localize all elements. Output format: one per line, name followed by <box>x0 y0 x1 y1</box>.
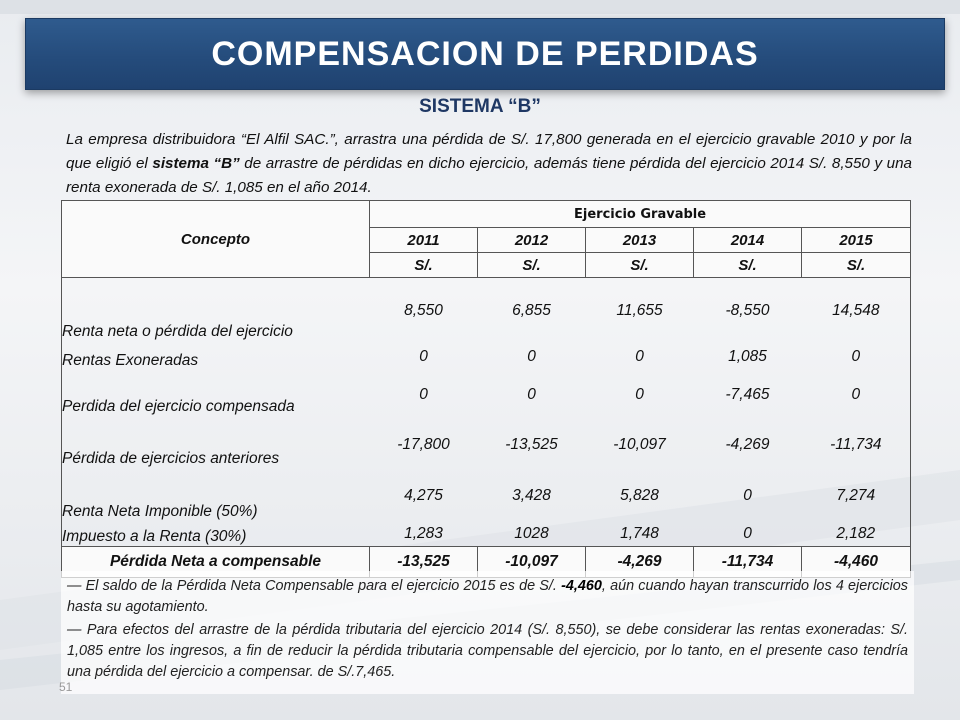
row-value: 0 <box>419 348 428 365</box>
note-1-amount: -4,460 <box>561 578 602 594</box>
row-value: -8,550 <box>725 302 770 320</box>
row-value: 11,655 <box>616 302 663 320</box>
row-value: 4,275 <box>404 487 443 504</box>
row-value: 0 <box>743 487 752 504</box>
row-value: -7,465 <box>725 385 770 403</box>
row-value: 1,085 <box>728 348 767 365</box>
concept-header: Concepto <box>62 201 370 278</box>
row-value: 0 <box>802 345 911 370</box>
page-number: 51 <box>59 680 73 694</box>
fiscal-year-group-header: Ejercicio Gravable <box>370 201 911 228</box>
table-row <box>62 470 911 523</box>
loss-compensation-table <box>61 200 911 578</box>
note-1-text-b: , aún cuando hayan transcurrido los 4 ejercicios hasta su agotamiento. <box>67 578 908 615</box>
year-header: 2014 <box>694 228 802 253</box>
title-bar <box>25 18 945 90</box>
total-value: -13,525 <box>370 547 478 578</box>
intro-paragraph <box>66 128 912 200</box>
note-1-text-a: — El saldo de la Pérdida Neta Compensable para el ejercicio 2015 es de S/. <box>67 578 562 594</box>
row-value: 0 <box>419 385 428 403</box>
row-label: Rentas Exoneradas <box>62 345 370 370</box>
slide-title: COMPENSACION DE PERDIDAS <box>211 35 759 73</box>
row-value: 14,548 <box>802 278 911 345</box>
total-value: -11,734 <box>694 547 802 578</box>
row-value: -17,800 <box>397 435 450 453</box>
intro-bold: sistema “B” <box>152 155 240 172</box>
note-1 <box>61 571 914 618</box>
row-value: -10,097 <box>613 435 666 453</box>
intro-text-2: de arrastre de pérdidas en dicho ejercicio, además tiene pérdida del ejercicio 2014 S/. 8,550 y una renta exonerada de S/. 1,085 en el año 2014. <box>66 155 912 196</box>
note-2: — Para efectos del arrastre de la pérdida tributaria del ejercicio 2014 (S/. 8,550), se debe considerar las rentas exoneradas: S/. 1,085 entre los ingresos, a fin de reducir la pérdida tributaria compensable del ejercicio, por lo tanto, en el presente caso tendría una pérdida del ejercicio a compensar. de S/.7,465. <box>67 622 908 680</box>
total-label: Pérdida Neta a compensable <box>62 547 370 578</box>
total-value: -4,269 <box>586 547 694 578</box>
row-value: 8,550 <box>404 302 443 320</box>
total-value: -4,460 <box>802 547 911 578</box>
row-value: 0 <box>527 348 536 365</box>
row-value: 0 <box>743 525 752 543</box>
currency-header: S/. <box>694 253 802 278</box>
row-value: 1,748 <box>620 525 659 543</box>
year-header: 2013 <box>586 228 694 253</box>
loss-table-container <box>61 200 910 578</box>
row-value: 1028 <box>514 525 549 543</box>
row-value: 1,283 <box>404 525 443 543</box>
row-value: 0 <box>635 348 644 365</box>
row-value: -11,734 <box>802 420 911 470</box>
year-header: 2011 <box>370 228 478 253</box>
intro-text-1: La empresa distribuidora “El Alfil SAC.”, arrastra una pérdida de S/. 17,800 generada en el ejercicio gravable 2010 y por la que eligió el <box>66 131 912 172</box>
table-row <box>62 345 911 370</box>
row-label: Renta Neta Imponible (50%) <box>62 470 370 523</box>
row-value: 3,428 <box>512 487 551 504</box>
currency-header: S/. <box>478 253 586 278</box>
table-row <box>62 278 911 345</box>
notes-box <box>61 571 914 694</box>
year-header: 2015 <box>802 228 911 253</box>
row-value: 6,855 <box>512 302 551 320</box>
slide-subtitle: SISTEMA “B” <box>419 96 541 117</box>
row-value: 0 <box>802 370 911 420</box>
total-value: -10,097 <box>478 547 586 578</box>
row-value: 0 <box>527 385 536 403</box>
row-label: Pérdida de ejercicios anteriores <box>62 420 370 470</box>
table-row <box>62 523 911 547</box>
table-row <box>62 420 911 470</box>
currency-header: S/. <box>586 253 694 278</box>
row-value: 7,274 <box>802 470 911 523</box>
currency-header: S/. <box>802 253 911 278</box>
row-value: -13,525 <box>505 435 558 453</box>
row-value: 5,828 <box>620 487 659 504</box>
row-label: Perdida del ejercicio compensada <box>62 370 370 420</box>
currency-header: S/. <box>370 253 478 278</box>
row-value: -4,269 <box>725 435 770 453</box>
row-value: 0 <box>635 385 644 403</box>
row-label: Impuesto a la Renta (30%) <box>62 523 370 547</box>
year-header: 2012 <box>478 228 586 253</box>
row-label: Renta neta o pérdida del ejercicio <box>62 278 370 345</box>
table-row <box>62 370 911 420</box>
row-value: 2,182 <box>802 523 911 547</box>
